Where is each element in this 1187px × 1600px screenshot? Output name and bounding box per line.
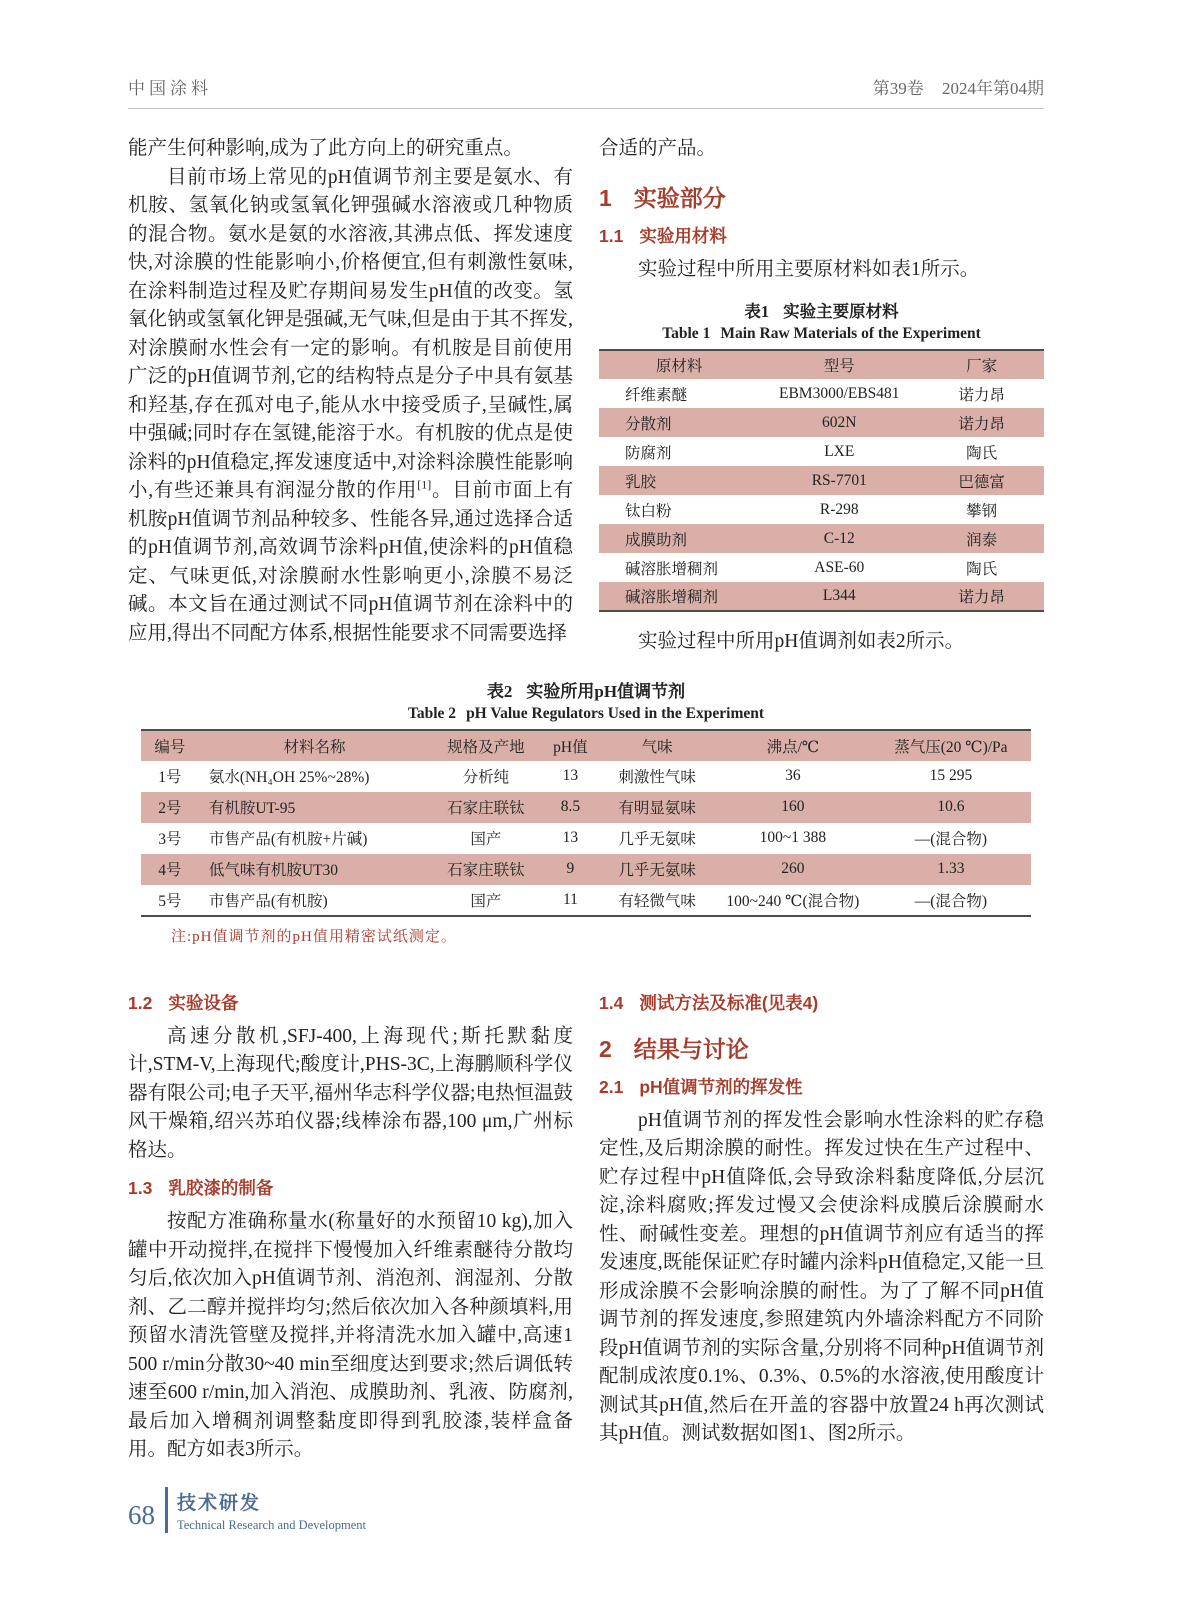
page-number: 68	[128, 1499, 155, 1530]
table-cell: 100~240 ℃(混合物)	[726, 892, 860, 910]
table1-label-cn: 表1	[744, 302, 770, 321]
table1	[599, 349, 1044, 612]
table-cell: 几乎无氨味	[618, 862, 696, 879]
paragraph-text: 。目前市面上有机胺pH值调节剂品种较多、性能各异,通过选择合适的pH值调节剂,高效调节涂料pH值,使涂料的pH值稳定、气味更低,对涂膜耐水性影响更小,涂膜不易泛碱。本文旨在通过测试不同pH值调节剂在涂料中的应用,得出不同配方体系,根据性能要求不同需要选择	[128, 480, 573, 644]
table-cell: 100~1 388	[759, 829, 827, 846]
table-cell: 有机胺UT-95	[208, 800, 296, 817]
table-cell: —(混合物)	[914, 892, 988, 910]
table-cell: 成膜助剂	[625, 531, 688, 549]
issue-info	[859, 74, 1044, 99]
table-row	[599, 524, 1044, 553]
table-row	[141, 854, 1031, 885]
subsection-title: 实验设备	[168, 992, 239, 1013]
table-cell: 钛白粉	[625, 502, 672, 520]
table-cell: 260	[781, 860, 805, 877]
table-cell: 润泰	[966, 531, 998, 549]
table-cell: C-12	[823, 529, 855, 547]
subsection-heading-1-3	[128, 1175, 573, 1200]
table-cell: 诺力昂	[958, 589, 1005, 606]
table-cell: 攀钢	[966, 502, 998, 520]
subsection-heading-1-1	[599, 223, 1044, 248]
table-cell: 巴德富	[958, 473, 1005, 491]
table-cell: L344	[822, 587, 856, 604]
table-cell: 9	[566, 860, 575, 877]
table-cell: 2号	[158, 800, 182, 817]
table-cell: 国产	[470, 831, 502, 848]
subsection-number: 1.3	[128, 1178, 153, 1198]
table-cell: 市售产品(有机胺+片碱)	[208, 831, 368, 848]
table-cell: EBM3000/EBS481	[778, 384, 900, 402]
table2-header-cell: 沸点/℃	[766, 738, 820, 756]
table-cell: 160	[781, 798, 805, 815]
table-cell: 市售产品(有机胺)	[208, 892, 328, 910]
table1-caption-cn	[599, 298, 1044, 322]
section-title: 实验部分	[633, 184, 726, 211]
table-row	[141, 792, 1031, 823]
table-cell: 4号	[158, 862, 182, 879]
table1-caption	[599, 298, 1044, 343]
left-column-bottom	[128, 980, 573, 1465]
left-column	[128, 135, 573, 657]
table-cell: 碱溶胀增稠剂	[625, 560, 719, 578]
paragraph: 按配方准确称量水(称量好的水预留10 kg),加入罐中开动搅拌,在搅拌下慢慢加入纤维素醚待分散均匀后,依次加入pH值调节剂、消泡剂、润湿剂、分散剂、乙二醇并搅拌均匀;然后依次加入各种颜填料,用预留水清洗管壁及搅拌,并将清洗水加入罐中,高速1 500 r/min分散30~40 min至细度达到要求;然后调低转速至600 r/min,加入消泡、成膜助剂、乳液、防腐剂,最后加入增稠剂调整黏度即得到乳胶漆,装样盒备用。配方如表3所示。	[128, 1211, 573, 1460]
table-row	[141, 823, 1031, 854]
subsection-number: 1.4	[599, 992, 624, 1013]
subsection-number: 1.2	[128, 992, 153, 1013]
table1-label-en: Table 1	[662, 325, 711, 342]
footer-section	[177, 1488, 366, 1533]
table2-title-en: pH Value Regulators Used in the Experiment	[466, 704, 765, 722]
reference-marker: [1]	[417, 477, 432, 492]
table-cell: 13	[562, 767, 579, 784]
section-number: 1	[599, 184, 612, 211]
table2	[141, 729, 1031, 917]
volume-label: 第39卷	[872, 79, 924, 98]
section-title: 结果与讨论	[633, 1035, 749, 1062]
table-cell: —(混合物)	[914, 831, 988, 848]
table1-title-cn: 实验主要原材料	[783, 302, 899, 321]
section-heading-2	[599, 1031, 1044, 1064]
paragraph: 能产生何种影响,成为了此方向上的研究重点。	[128, 138, 523, 159]
bottom-columns	[128, 980, 1044, 1465]
table1-header-cell: 厂家	[966, 358, 998, 375]
table1-title-en: Main Raw Materials of the Experiment	[720, 325, 981, 342]
table-cell: 10.6	[937, 798, 965, 815]
table-row	[141, 885, 1031, 916]
paragraph: 高速分散机,SFJ-400,上海现代;斯托默黏度计,STM-V,上海现代;酸度计,PHS-3C,上海鹏顺科学仪器有限公司;电子天平,福州华志科学仪器;电热恒温鼓风干燥箱,绍兴苏珀仪器;线棒涂布器,100 μm,广州标格达。	[128, 1025, 573, 1161]
subsection-heading-1-2	[128, 990, 573, 1015]
table-cell: 有轻微气味	[618, 892, 696, 910]
table-cell: 1.33	[937, 860, 965, 877]
subsection-number: 2.1	[599, 1076, 624, 1097]
table-cell: ASE-60	[814, 558, 865, 576]
table-cell: 诺力昂	[958, 386, 1005, 404]
table-cell: 分析纯	[462, 769, 510, 786]
subsection-title: 乳胶漆的制备	[168, 1178, 274, 1198]
table-cell: 低气味有机胺UT30	[208, 862, 339, 879]
table-cell: 3号	[158, 831, 182, 848]
table-cell: LXE	[824, 442, 855, 460]
table-cell: 1号	[158, 769, 182, 786]
table2-header-cell: 编号	[154, 738, 186, 756]
table1-header-cell: 型号	[823, 358, 855, 375]
section-heading-1	[599, 180, 1044, 213]
table2-block	[141, 677, 1031, 946]
table-cell: 15 295	[929, 767, 973, 784]
paragraph	[128, 164, 573, 649]
table-cell: 13	[562, 829, 579, 846]
table2-header-cell: 蒸气压(20 ℃)/Pa	[894, 738, 1008, 756]
subsection-number: 1.1	[599, 225, 624, 246]
table-cell: 602N	[822, 413, 857, 431]
table-cell: 8.5	[560, 798, 581, 815]
paragraph: 实验过程中所用pH值调剂如表2所示。	[638, 631, 965, 652]
table-row	[599, 553, 1044, 582]
table1-caption-en	[599, 325, 1044, 343]
table2-header-cell: 材料名称	[283, 738, 346, 756]
table-row	[599, 437, 1044, 466]
table2-header-cell: 气味	[641, 738, 673, 756]
table-cell: 几乎无氨味	[618, 831, 696, 848]
subsection-title: 实验用材料	[639, 225, 727, 246]
table-cell: 石家庄联钛	[447, 862, 525, 879]
table1-header-cell: 原材料	[655, 358, 703, 375]
journal-name: 中国涂料	[128, 79, 212, 98]
table2-caption-en	[141, 705, 1031, 723]
table-row	[599, 582, 1044, 611]
paragraph: 实验过程中所用主要原材料如表1所示。	[638, 258, 980, 280]
table-row	[599, 408, 1044, 437]
table-cell: 乳胶	[625, 473, 657, 491]
table-cell: 国产	[470, 892, 502, 910]
table2-label-en: Table 2	[407, 704, 457, 722]
table-cell: 防腐剂	[625, 444, 672, 462]
top-columns	[128, 135, 1044, 657]
right-column	[599, 135, 1044, 657]
page-header	[128, 74, 1044, 109]
table-cell: 诺力昂	[958, 415, 1005, 433]
table-cell: 11	[562, 890, 578, 908]
table-cell: 5号	[158, 892, 182, 910]
right-column-bottom	[599, 980, 1044, 1465]
table2-header-cell: 规格及产地	[447, 738, 525, 756]
table-row	[599, 495, 1044, 524]
table2-label-cn: 表2	[486, 681, 513, 701]
table2-header-cell: pH值	[553, 738, 588, 756]
table-cell: 碱溶胀增稠剂	[625, 589, 719, 606]
subsection-heading-2-1	[599, 1074, 1044, 1099]
table-row	[599, 379, 1044, 408]
table-cell: 有明显氨味	[618, 800, 696, 817]
footer-section-cn: 技术研发	[177, 1492, 262, 1514]
table-cell: 纤维素醚	[625, 386, 688, 404]
table2-caption	[141, 677, 1031, 723]
footer-divider	[165, 1487, 168, 1533]
table-cell: 36	[785, 767, 801, 784]
table2-note: 注:pH值调节剂的pH值用精密试纸测定。	[171, 928, 457, 945]
subsection-title: pH值调节剂的挥发性	[639, 1076, 803, 1097]
table-cell: RS-7701	[811, 471, 867, 489]
table-cell: 陶氏	[966, 444, 998, 462]
table-row	[599, 466, 1044, 495]
subsection-heading-1-4	[599, 990, 1044, 1015]
table-cell: 陶氏	[966, 560, 998, 578]
table2-title-cn: 实验所用pH值调节剂	[526, 681, 686, 701]
paragraph: pH值调节剂的挥发性会影响水性涂料的贮存稳定性,及后期涂膜的耐性。挥发过快在生产过程中、贮存过程中pH值降低,会导致涂料黏度降低,分层沉淀,涂料腐败;挥发过慢又会使涂料成膜后涂膜耐水性、耐碱性变差。理想的pH值调节剂应有适当的挥发速度,既能保证贮存时罐内涂料pH值稳定,又能一旦形成涂膜不会影响涂膜的耐性。为了了解不同pH值调节剂的挥发速度,参照建筑内外墙涂料配方不同阶段pH值调节剂的实际含量,分别将不同种pH值调节剂配制成浓度0.1%、0.3%、0.5%的水溶液,使用酸度计测试其pH值,然后在开盖的容器中放置24 h再次测试其pH值。测试数据如图1、图2所示。	[599, 1109, 1044, 1444]
issue-label: 2024年第04期	[942, 79, 1044, 98]
paragraph: 合适的产品。	[599, 138, 717, 159]
footer-section-en: Technical Research and Development	[177, 1517, 366, 1532]
table-cell: 氨水(NH₄OH 25%~28%)	[208, 769, 370, 786]
table-row	[141, 761, 1031, 792]
table2-header-row	[141, 730, 1031, 761]
paragraph-text: 目前市场上常见的pH值调节剂主要是氨水、有机胺、氢氧化钠或氢氧化钾强碱水溶液或几种物质的混合物。氨水是氨的水溶液,其沸点低、挥发速度快,对涂膜的性能影响小,价格便宜,但有刺激性氨味,在涂料制造过程及贮存期间易发生pH值的改变。氢氧化钠或氢氧化钾是强碱,无气味,但是由于其不挥发,对涂膜耐水性会有一定的影响。有机胺是目前使用广泛的pH值调节剂,它的结构特点是分子中具有氨基和羟基,存在孤对电子,能从水中接受质子,呈碱性,属中强碱;同时存在氢键,能溶于水。有机胺的优点是使涂料的pH值稳定,挥发速度适中,对涂料涂膜性能影响小,有些还兼具有润湿分散的作用	[128, 166, 573, 501]
table2-caption-cn	[141, 677, 1031, 702]
page-footer	[128, 1487, 366, 1533]
table-cell: 分散剂	[625, 415, 672, 433]
table-cell: 石家庄联钛	[447, 800, 525, 817]
table1-header-row	[599, 350, 1044, 379]
subsection-title: 测试方法及标准(见表4)	[639, 992, 819, 1013]
table-cell: R-298	[819, 500, 859, 518]
table-cell: 刺激性气味	[618, 769, 696, 786]
section-number: 2	[599, 1035, 612, 1062]
